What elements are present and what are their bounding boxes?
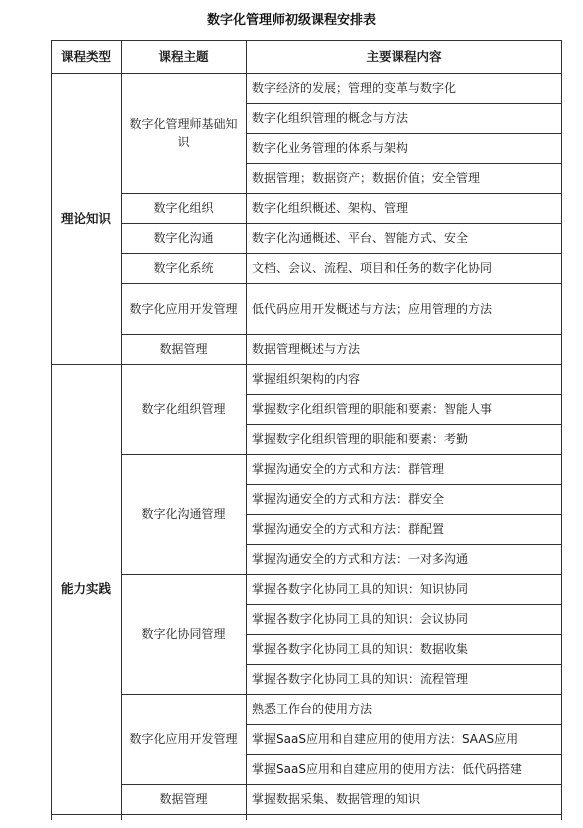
course-content-cell: 掌握数据采集、数据管理的知识 [252, 792, 421, 806]
course-content-cell: 数字经济的发展；管理的变革与数字化 [252, 81, 457, 95]
column-header: 课程类型 [60, 48, 111, 64]
course-content-cell: 数字化业务管理的体系与架构 [252, 141, 409, 155]
table-rule [51, 40, 52, 820]
course-topic-cell: 数字化沟通 [153, 231, 214, 245]
course-content-cell: 掌握各数字化协同工具的知识：知识协同 [252, 582, 469, 596]
course-content-cell: 掌握各数字化协同工具的知识：会议协同 [252, 612, 469, 626]
course-topic-cell: 数据管理 [159, 792, 208, 806]
course-topic-cell: 数字化沟通管理 [141, 507, 226, 521]
course-content-cell: 数字化组织管理的概念与方法 [252, 111, 409, 125]
table-rule [246, 40, 247, 820]
page-title: 数字化管理师初级课程安排表 [206, 13, 376, 28]
course-content-cell: 掌握数字化组织管理的职能和要素：考勤 [252, 432, 469, 446]
course-content-cell: 掌握SaaS应用和自建应用的使用方法：低代码搭建 [252, 762, 522, 776]
course-content-cell: 掌握沟通安全的方式和方法：群配置 [252, 522, 445, 536]
course-content-cell: 掌握各数字化协同工具的知识：流程管理 [252, 672, 469, 686]
table-rule [51, 40, 562, 41]
course-content-cell: 掌握数字化组织管理的职能和要素：智能人事 [252, 402, 493, 416]
course-content-cell: 掌握沟通安全的方式和方法：群管理 [252, 462, 445, 476]
table-rule [51, 814, 562, 815]
course-content-cell: 数字化组织概述、架构、管理 [252, 201, 409, 215]
table-rule [561, 40, 562, 820]
course-topic-cell: 数字化管理师基础知识 [129, 117, 238, 149]
course-content-cell: 掌握SaaS应用和自建应用的使用方法：SAAS应用 [252, 732, 519, 746]
course-content-cell: 文档、会议、流程、项目和任务的数字化协同 [252, 261, 493, 275]
course-type-cell: 理论知识 [60, 210, 111, 226]
course-topic-cell: 数字化应用开发管理 [129, 301, 238, 316]
course-content-cell: 掌握组织架构的内容 [252, 372, 361, 386]
course-type-cell: 能力实践 [60, 581, 111, 596]
course-table [51, 40, 562, 820]
course-topic-cell: 数字化组织 [153, 201, 214, 215]
course-content-cell: 数据管理；数据资产；数据价值；安全管理 [252, 171, 481, 185]
course-content-cell: 数据管理概述与方法 [252, 342, 361, 356]
course-content-cell: 掌握沟通安全的方式和方法：一对多沟通 [252, 552, 469, 566]
course-content-cell: 低代码应用开发概述与方法；应用管理的方法 [252, 301, 493, 316]
table-rule [121, 40, 122, 820]
column-header: 主要课程内容 [366, 48, 442, 64]
course-topic-cell: 数字化系统 [153, 261, 214, 275]
course-content-cell: 数字化沟通概述、平台、智能方式、安全 [252, 231, 469, 245]
course-topic-cell: 数字化协同管理 [141, 627, 226, 641]
course-topic-cell: 数据管理 [159, 342, 208, 356]
course-content-cell: 掌握各数字化协同工具的知识：数据收集 [252, 642, 469, 656]
course-content-cell: 熟悉工作台的使用方法 [252, 702, 373, 716]
course-topic-cell: 数字化组织管理 [141, 402, 226, 416]
course-content-cell: 掌握沟通安全的方式和方法：群安全 [252, 492, 445, 506]
course-topic-cell: 数字化应用开发管理 [129, 732, 238, 746]
column-header: 课程主题 [158, 48, 209, 64]
